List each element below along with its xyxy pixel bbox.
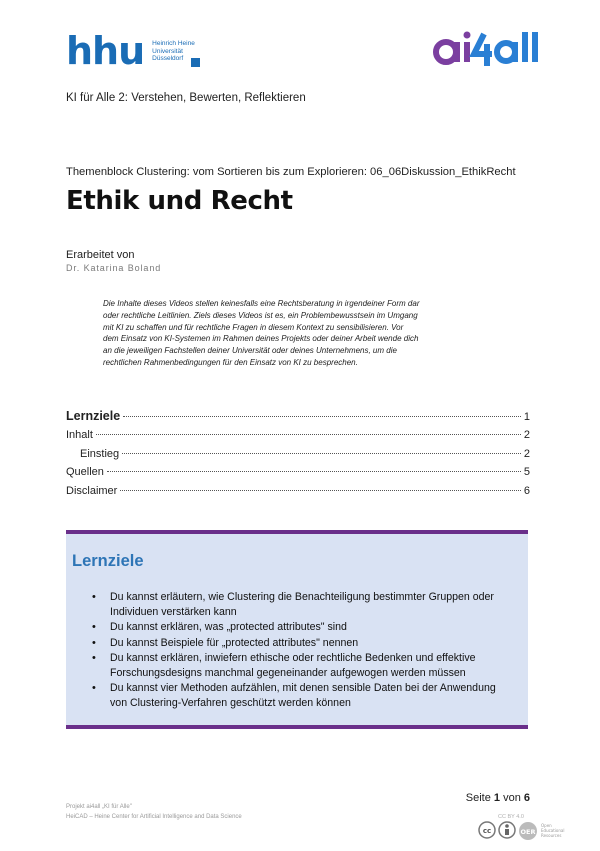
toc-entry-inhalt[interactable] [66,429,530,448]
disclaimer-line: dem Einsatz von KI-Systemen im Rahmen deines Projekts oder deiner Arbeit wende dich [103,334,419,344]
toc-label: Einstieg [80,447,120,460]
learning-goal-item [92,651,520,680]
toc-leader [120,490,521,491]
ai4all-logo-i-stem [464,42,470,62]
goal-line: Du kannst Beispiele für „protected attributes" nennen [110,636,359,649]
disclaimer-line: rechtlichen Rahmenbedingungen für den Einsatz von KI zu besprechen. [103,357,358,367]
toc-page: 1 [523,411,530,423]
ai4all-logo-l1 [522,32,528,62]
toc-label: Inhalt [66,429,93,441]
toc-entry-lernziele[interactable] [66,409,530,429]
bullet-icon: • [92,652,96,664]
hhu-logo-line: Heinrich Heine [152,40,195,47]
goal-line: Individuen verstärken kann [110,605,237,618]
ai4all-logo [432,30,540,70]
footer-institute: HeiCAD – Heine Center for Artificial Intelligence and Data Science [66,814,242,820]
goal-line: Du kannst erklären, inwiefern ethische oder rechtliche Bedenken und effektive [110,652,476,664]
legal-disclaimer [103,298,498,369]
toc-label: Disclaimer [66,484,118,497]
goal-line: Forschungsdesigns manchmal gegeneinander aufgewogen werden müssen [110,666,466,679]
toc-entry-disclaimer[interactable] [66,485,530,504]
hhu-logo-square [191,58,200,67]
page-current: 1 [493,792,501,804]
footer-project: Projekt ai4all „KI für Alle" [66,804,132,810]
oer-label-line: Open [541,823,552,828]
ai4all-logo-a2-stem [512,42,518,62]
author-label: Erarbeitet von [66,249,135,261]
goal-line: Du kannst erläutern, wie Clustering die Benachteiligung bestimmter Gruppen oder [110,591,494,603]
hhu-logo [66,29,195,73]
toc-leader [107,471,521,472]
ai4all-logo-a-ring [436,42,456,62]
goal-line: Du kannst erklären, was „protected attributes" sind [110,621,347,633]
toc-entry-quellen[interactable] [66,466,530,485]
learning-goal-item [92,590,520,619]
toc-page: 5 [523,466,530,478]
table-of-contents [66,409,530,503]
page-number [466,792,530,804]
oer-label-line: Educational [541,828,565,833]
document-subtitle: KI für Alle 2: Verstehen, Bewerten, Reflektieren [66,92,306,104]
toc-page: 2 [523,447,530,460]
page-title: Ethik und Recht [66,186,293,216]
learning-goal-item [92,681,520,710]
by-body [505,829,509,835]
ai4all-logo-i-dot [464,32,471,39]
toc-label: Lernziele [66,409,121,423]
bullet-icon: • [92,636,96,649]
disclaimer-line: oder rechtliche Leitlinien. Ziels dieses Videos ist es, ein Problembewusstsein im Umgang [103,310,418,320]
oer-logo [518,821,580,841]
goal-line: von Clustering-Verfahren geschützt werden können [110,696,351,709]
bullet-icon: • [92,591,96,603]
page-total: 6 [523,792,530,804]
ai4all-logo-four-stem [484,44,490,66]
bullet-icon: • [92,682,96,694]
toc-leader [122,453,521,454]
hhu-logo-letters: hhu [66,29,145,73]
toc-leader [123,416,521,417]
oer-text: OER [520,828,536,836]
disclaimer-line: an die jeweiligen Fachstellen deiner Universität oder deines Unternehmens, um die [103,346,397,356]
hhu-logo-text [152,40,195,63]
license-label: CC BY 4.0 [498,814,524,820]
disclaimer-line: mit KI zu schaffen und für rechtliche Fragen in diesem Kontext zu sensibilisieren. Vor [103,322,404,332]
cc-badge-text: cc [482,827,492,835]
hhu-logo-line: Düsseldorf [152,55,184,63]
by-head [505,824,509,828]
disclaimer-line: Die Inhalte dieses Videos stellen keinesfalls eine Rechtsberatung in irgendeiner Form dar [103,299,420,308]
page-mid: von [500,792,524,804]
toc-leader [96,434,521,435]
learning-goals-heading: Lernziele [72,552,144,570]
toc-entry-einstieg[interactable] [66,448,530,467]
toc-page: 6 [523,484,530,497]
page-prefix: Seite [465,792,494,804]
hhu-logo-line: Universität [152,47,183,55]
bullet-icon: • [92,621,96,633]
learning-goal-item [92,636,520,651]
toc-label: Quellen [66,466,104,478]
learning-goal-item [92,620,520,635]
author-name: Dr. Katarina Boland [66,263,162,273]
goal-line: Du kannst vier Methoden aufzählen, mit denen sensible Daten bei der Anwendung [110,682,496,694]
oer-label-line: Resources [541,833,562,838]
topic-line: Themenblock Clustering: vom Sortieren bis zum Explorieren: 06_06Diskussion_EthikRecht [66,166,516,178]
learning-goals-box [66,530,528,729]
ai4all-logo-l2 [532,32,538,62]
ai4all-logo-a-stem [454,42,460,62]
learning-goals-list [92,590,520,711]
toc-page: 2 [523,429,530,441]
